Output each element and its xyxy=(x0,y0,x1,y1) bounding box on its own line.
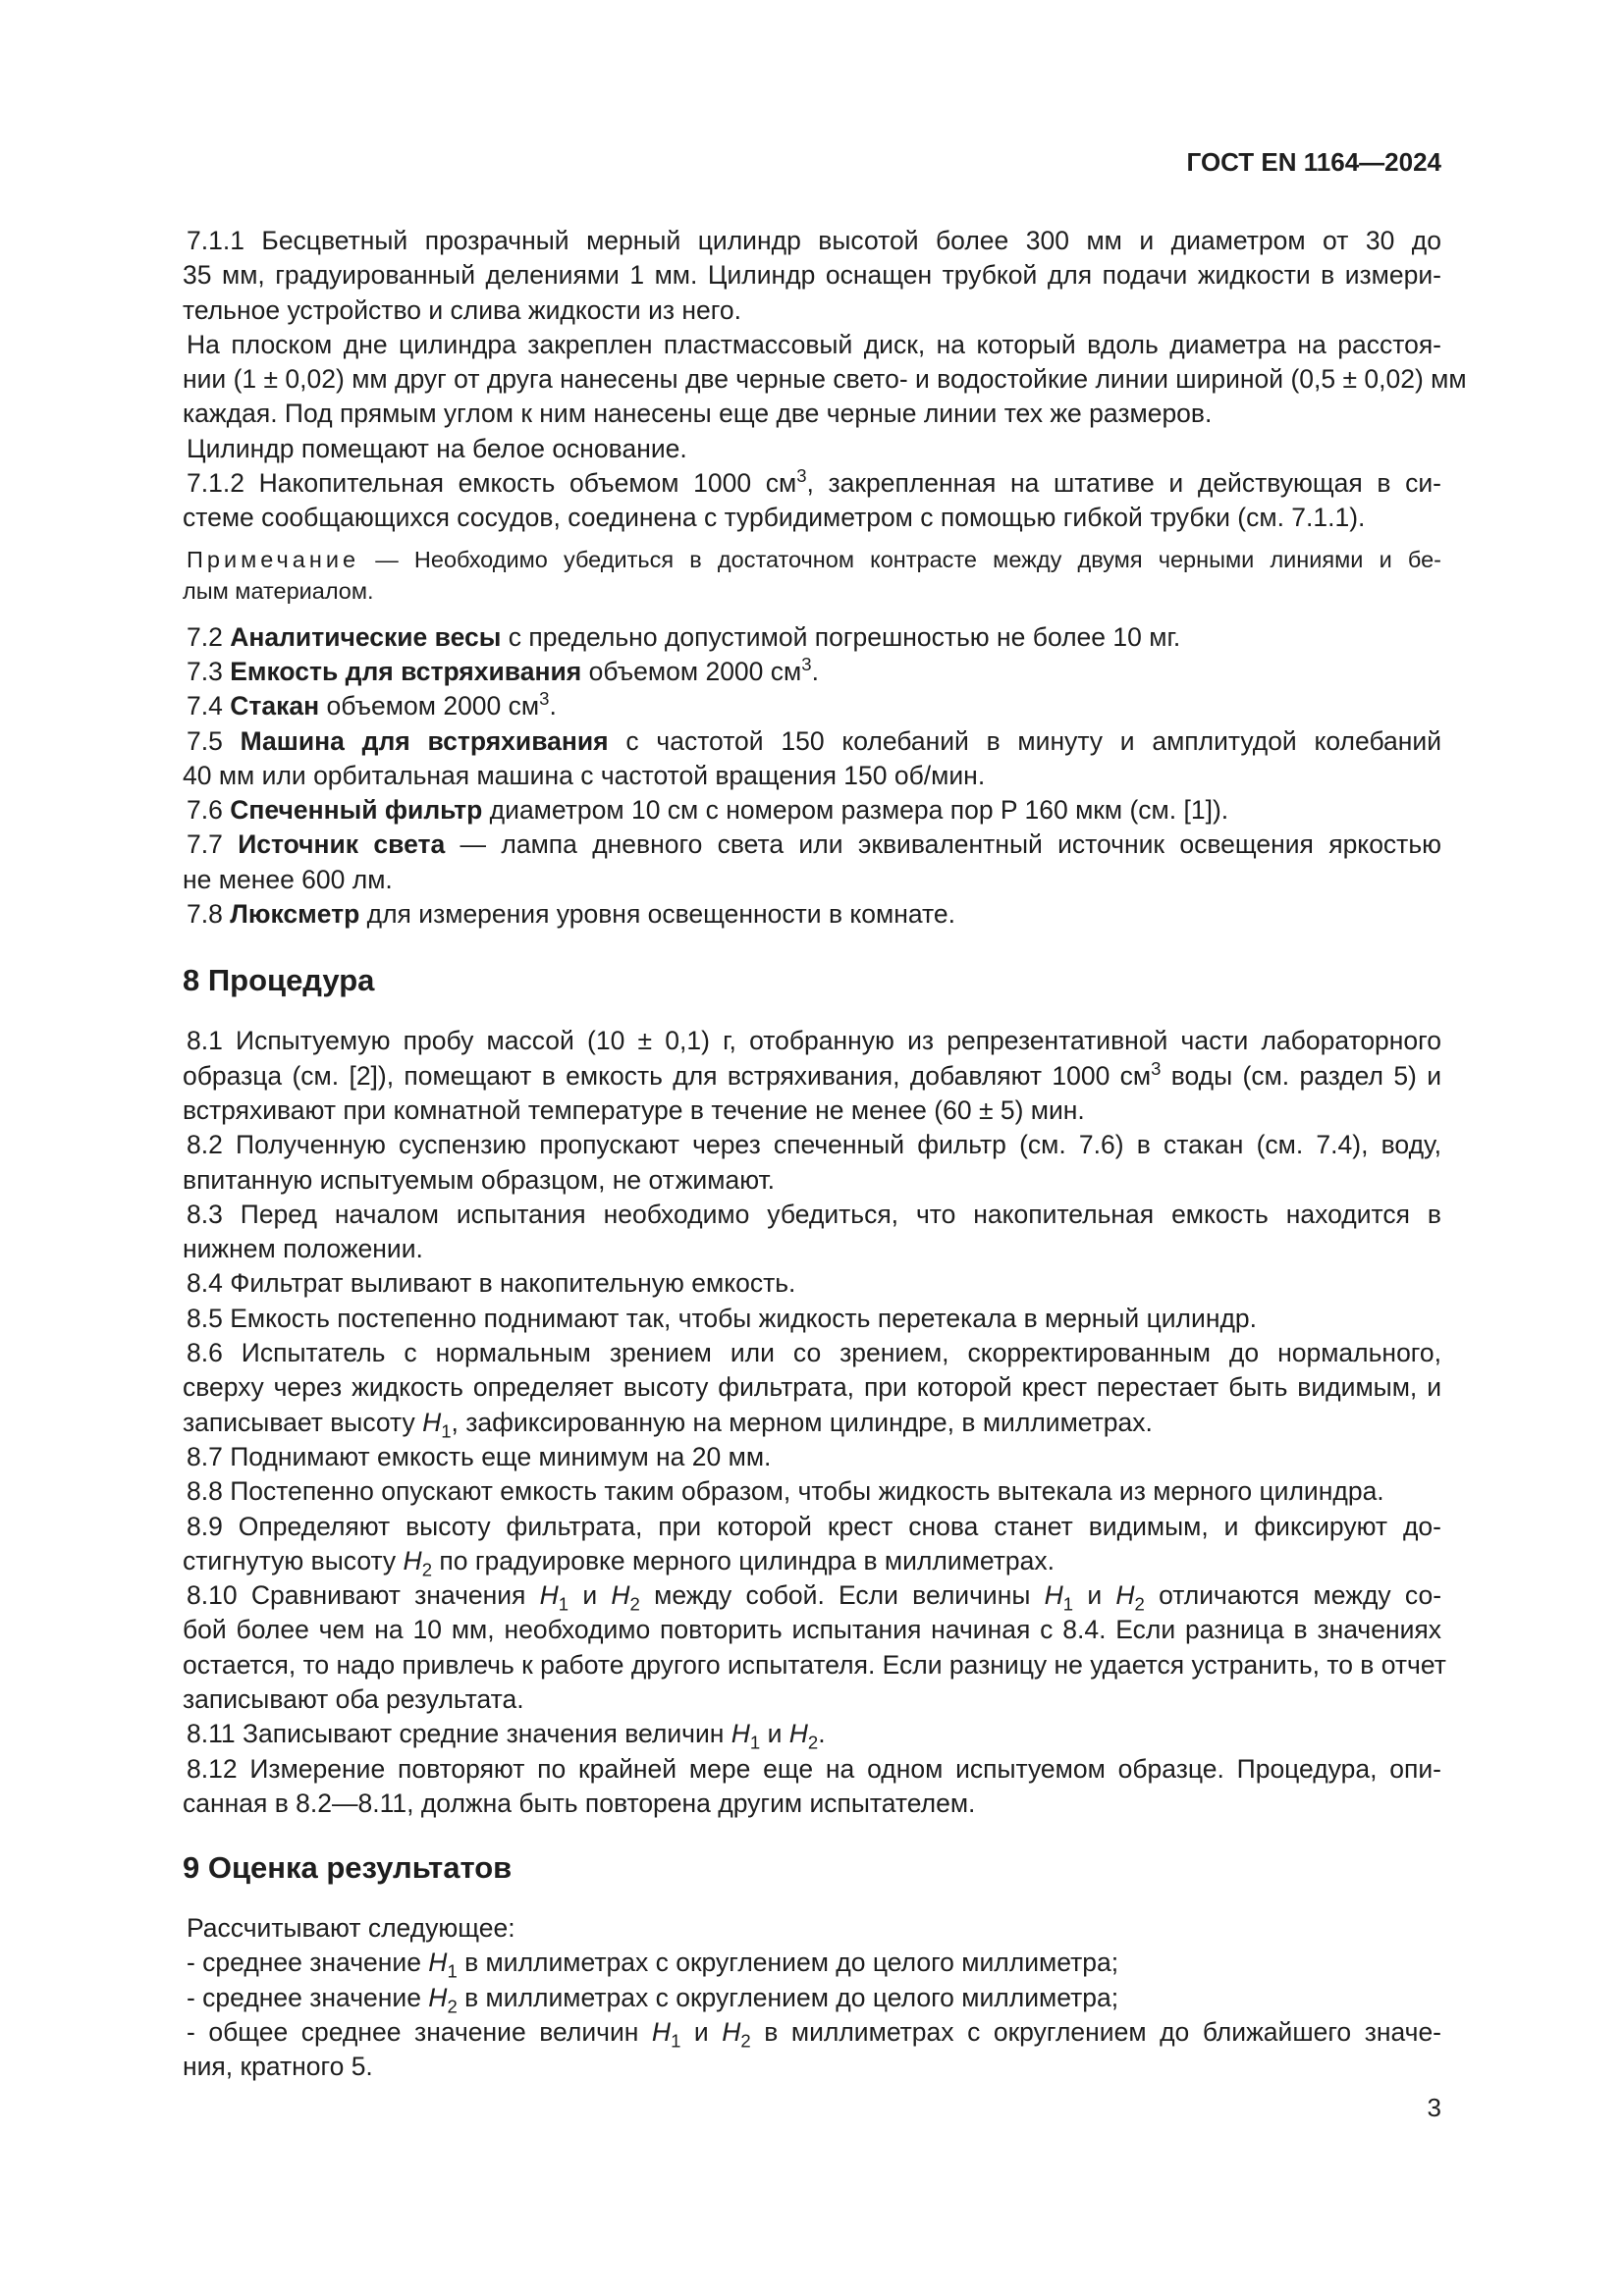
item-7-5: 7.5 Машина для встряхивания с частотой 150 колебаний в минуту и амплитудой колебаний 40 мм или орбитальная машина с частотой вращения 150 об/мин. xyxy=(183,725,1441,790)
paragraph-8-1: 8.1 Испытуемую пробу массой (10 ± 0,1) г, отобранную из репрезентативной части лабораторного образца (см. [2]), помещают в емкость для встряхивания, добавляют 1000 $см^3$ воды (см. раздел 5) и встряхивают при комнатной температуре в течение не менее (60 ± 5) мин. xyxy=(183,1026,1442,1125)
text-line: 7.1.1 Бесцветный прозрачный мерный цилиндр высотой более 300 мм и диаметром от 30 до xyxy=(187,226,1441,255)
item-7-8: 7.8 Люксметр для измерения уровня освещенности в комнате. xyxy=(187,899,955,930)
paragraph-7-1-2 xyxy=(183,466,1441,536)
note-label: Примечание xyxy=(187,546,360,572)
paragraph-8-5: 8.5 Емкость постепенно поднимают так, чтобы жидкость перетекала в мерный цилиндр. xyxy=(187,1303,1258,1333)
paragraph-8-3: 8.3 Перед началом испытания необходимо убедиться, что накопительная емкость находится в нижнем положении. xyxy=(183,1199,1441,1264)
paragraph-8-8: 8.8 Постепенно опускают емкость таким образом, чтобы жидкость вытекала из мерного цилиндра. xyxy=(187,1476,1384,1507)
text-line: нии (1 ± 0,02) мм друг от друга нанесены две черные свето- и водостойкие линии шириной (0,5 ± 0,02) мм xyxy=(183,364,1467,395)
paragraph-8-6: 8.6 Испытатель с нормальным зрением или со зрением, скорректированным до нормального, сверху через жидкость определяет высоту фильтрата, при которой крест перестает быть видимым, и записывает высоту $H_1$, зафиксированную на мерном цилиндре, в миллиметрах. xyxy=(183,1338,1441,1441)
paragraph-7-1-1-disk xyxy=(183,328,1467,432)
note xyxy=(183,544,1441,607)
item-7-6: 7.6 Спеченный фильтр диаметром 10 см с номером размера пор P 160 мкм (см. [1]). xyxy=(187,795,1229,826)
page-number: 3 xyxy=(1427,2093,1441,2122)
list-item: - общее среднее значение величин $H_1$ и $H_2$ в миллиметрах с округлением до ближайшего значе- xyxy=(187,2017,1442,2052)
paragraph-7-1-1 xyxy=(183,224,1441,328)
item-7-3: 7.3 Емкость для встряхивания объемом 2000 $см^3$. xyxy=(187,654,819,686)
text-line: 7.1.2 Накопительная емкость объемом 1000 $см^3$, закрепленная на штативе и действующая в си- xyxy=(187,465,1442,499)
paragraph-8-4: 8.4 Фильтрат выливают в накопительную емкость. xyxy=(187,1268,796,1299)
document-header: ГОСТ EN 1164—2024 xyxy=(1186,147,1441,177)
section-8-title: 8 Процедура xyxy=(183,963,375,998)
text-line: тельное устройство и слива жидкости из него. xyxy=(183,294,741,325)
list-item: - среднее значение $H_1$ в миллиметрах с округлением до целого миллиметра; xyxy=(187,1948,1119,1982)
paragraph-8-7: 8.7 Поднимают емкость еще минимум на 20 мм. xyxy=(187,1441,772,1471)
paragraph-7-1-1-base xyxy=(183,432,1441,466)
paragraph-8-12: 8.12 Измерение повторяют по крайней мере еще на одном испытуемом образце. Процедура, опи- санная в 8.2—8.11, должна быть повторена другим испытателем. xyxy=(183,1753,1441,1818)
paragraph-8-9: 8.9 Определяют высоту фильтрата, при которой крест снова станет видимым, и фиксируют до- стигнутую высоту $H_2$ по градуировке мерного цилиндра в миллиметрах. xyxy=(183,1511,1441,1580)
section-9-list: Рассчитывают следующее: - среднее значение $H_1$ в миллиметрах с округлением до целого миллиметра; - среднее значение $H_2$ в миллиметрах с округлением до целого миллиметра; - общее среднее значение величин $H_1$ и $H_2$ в миллиметрах с округлением до ближайшего значе- ния, кратного 5. xyxy=(183,1913,1442,2082)
list-item: - среднее значение $H_2$ в миллиметрах с округлением до целого миллиметра; xyxy=(187,1982,1119,2017)
item-7-4: 7.4 Стакан объемом 2000 $см^3$. xyxy=(187,688,557,721)
item-7-7: 7.7 Источник света — лампа дневного света или эквивалентный источник освещения яркостью не менее 600 лм. xyxy=(183,829,1442,894)
paragraph-8-2: 8.2 Полученную суспензию пропускают через спеченный фильтр (см. 7.6) в стакан (см. 7.4), воду, впитанную испытуемым образцом, не отжимают. xyxy=(183,1130,1441,1195)
text-line: На плоском дне цилиндра закреплен пластмассовый диск, на который вдоль диаметра на расстоя- xyxy=(187,329,1441,359)
text-line: Примечание — Необходимо убедиться в достаточном контрасте между двумя черными линиями и бе- xyxy=(187,546,1441,572)
text-line: стеме сообщающихся сосудов, соединена с турбидиметром с помощью гибкой трубки (см. 7.1.1). xyxy=(183,503,1366,533)
document-body xyxy=(183,224,1467,2085)
text-line: Цилиндр помещают на белое основание. xyxy=(187,433,687,463)
item-7-2: 7.2 Аналитические весы с предельно допустимой погрешностью не более 10 мг. xyxy=(187,621,1181,652)
text-line: 35 мм, градуированный делениями 1 мм. Цилиндр оснащен трубкой для подачи жидкости в измери- xyxy=(183,260,1441,291)
paragraph-8-10: 8.10 Сравнивают значения $H_1$ и $H_2$ между собой. Если величины $H_1$ и $H_2$ отличаются между со- бой более чем на 10 мм, необходимо повторить испытания начиная с 8.4. Если разница в значениях остается, то надо привлечь к работе другого испытателя. Если разницу не удается устранить, то в отчет записывают оба результата. xyxy=(183,1580,1446,1714)
text-line: каждая. Под прямым углом к ним нанесены еще две черные линии тех же размеров. xyxy=(183,399,1213,429)
paragraph-8-11: 8.11 Записывают средние значения величин $H_1$ и $H_2$. xyxy=(187,1719,826,1753)
section-9-title: 9 Оценка результатов xyxy=(183,1850,513,1886)
text-line: лым материалом. xyxy=(183,577,374,604)
